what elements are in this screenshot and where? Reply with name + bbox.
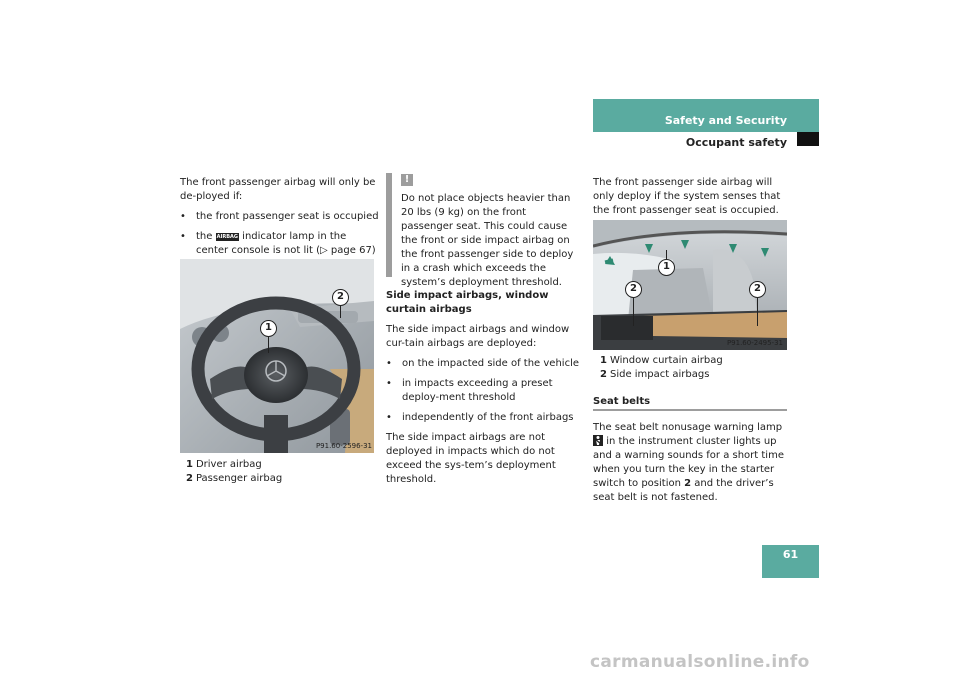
bullet-text: independently of the front airbags (402, 412, 574, 423)
col2-intro: The side impact airbags and window cur-tain airbags are deployed: (386, 324, 570, 349)
col2-note: Do not place objects heavier than 20 lbs (9 kg) on the front passenger seat. This could cause the front or side impact airbag on the front passenger side to deploy in a crash which exceeds the system’s deployment threshold. (401, 193, 574, 288)
page-ref-arrow-icon: ▷ (320, 245, 328, 256)
col1-bullet-2 (180, 230, 380, 258)
seat-belts-heading: Seat belts (593, 396, 651, 407)
legend-text: Window curtain airbag (609, 355, 723, 366)
seatbelt-text-post: in the instrument cluster lights up and a warning sounds for a short time when you turn the key in the starter switch to position (593, 436, 784, 489)
legend-item-1 (186, 458, 376, 472)
legend-text: Driver airbag (195, 459, 262, 470)
steering-wheel-photo (180, 259, 374, 453)
side-airbags-heading: Side impact airbags, window curtain airbags (386, 290, 549, 315)
col1-intro: The front passenger airbag will only be de-ployed if: (180, 177, 376, 202)
steering-wheel-illustration (180, 259, 374, 453)
note-side-bar (386, 173, 392, 277)
callout-1-leader (666, 250, 667, 259)
col1-legend (186, 458, 376, 486)
callout-2b-leader (757, 298, 758, 326)
callout-1-driver-airbag: 1 (260, 320, 277, 337)
seatbelt-text-pre: The seat belt nonusage warning lamp (593, 422, 783, 433)
warning-exclamation-icon: ! (401, 174, 413, 186)
col3-legend (600, 354, 786, 382)
starter-position-num: 2 (684, 478, 692, 489)
col2-bullet-3 (386, 411, 580, 425)
header-tab-marker (797, 132, 819, 146)
page-number: 61 (782, 548, 799, 561)
page-ref-link[interactable]: page 67) (330, 245, 376, 256)
callout-2-side-airbag-right: 2 (749, 281, 766, 298)
bullet-text: the front passenger seat is occupied (196, 211, 379, 222)
legend-item-2 (600, 368, 786, 382)
seatbelt-text-end: and the driver’s seat belt is not fastened. (593, 478, 774, 503)
col1-text (180, 176, 380, 258)
section-title: Safety and Security (664, 114, 787, 127)
seat-belts-rule (593, 409, 787, 411)
legend-text: Side impact airbags (609, 369, 710, 380)
bullet-text-pre: the (196, 231, 213, 242)
col2-bullet-1 (386, 357, 580, 371)
bullet-text-post: indicator lamp in the center console is not lit ( (196, 231, 347, 256)
legend-text: Passenger airbag (195, 473, 283, 484)
airbag-indicator-icon: AIRBAG (216, 234, 238, 240)
seatbelt-warning-icon (593, 435, 603, 446)
bullet-text: in impacts exceeding a preset deploy-ment threshold (402, 378, 553, 403)
subsection-title: Occupant safety (685, 136, 787, 149)
legend-item-1 (600, 354, 786, 368)
callout-2-side-airbag-left: 2 (625, 281, 642, 298)
col2-bullet-2 (386, 377, 580, 405)
seat-belts-text (593, 421, 787, 505)
callout-2-passenger-airbag: 2 (332, 289, 349, 306)
col2-body (386, 289, 580, 487)
col1-bullet-1 (180, 210, 380, 224)
callout-2a-leader (633, 298, 634, 326)
legend-num: 1 (186, 459, 193, 470)
bullet-text: on the impacted side of the vehicle (402, 358, 580, 369)
callout-1-leader (268, 337, 269, 353)
callout-2-leader (340, 306, 341, 318)
callout-1-window-curtain: 1 (658, 259, 675, 276)
watermark: carmanualsonline.info (590, 652, 810, 672)
legend-num: 2 (186, 473, 193, 484)
col2-closing: The side impact airbags are not deployed in impacts which do not exceed the sys-tem’s deployment threshold. (386, 432, 556, 485)
col3-intro: The front passenger side airbag will only deploy if the system senses that the front passenger seat is occupied. (593, 177, 781, 216)
legend-num: 1 (600, 355, 607, 366)
photo-ref-2: P91.60-2495-31 (726, 339, 783, 347)
legend-num: 2 (600, 369, 607, 380)
legend-item-2 (186, 472, 376, 486)
driver-airbag-hub (244, 347, 308, 403)
photo-ref-1: P91.60-2596-31 (315, 442, 372, 450)
side-airbag-photo (593, 220, 787, 350)
